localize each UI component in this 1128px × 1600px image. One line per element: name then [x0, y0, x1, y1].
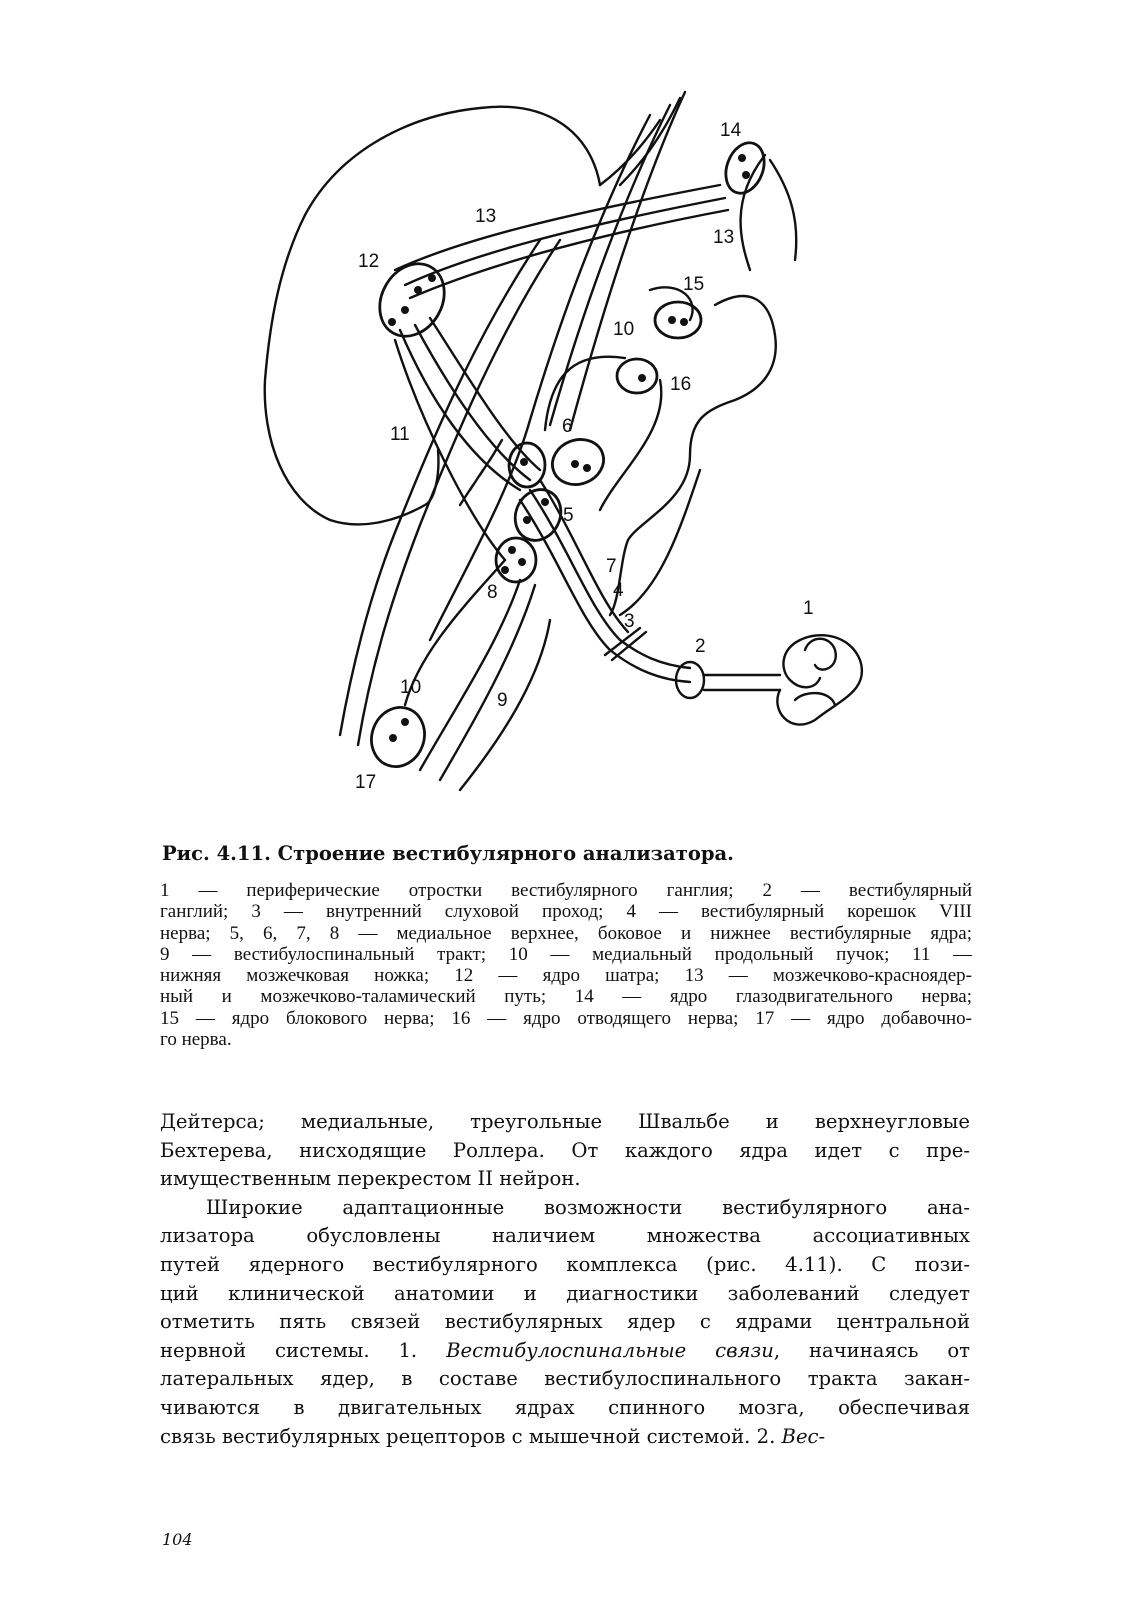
body-text	[160, 1108, 970, 1451]
body-line: связь вестибулярных рецепторов с мышечной системой. 2. Вес-	[160, 1424, 826, 1448]
nucleus-8	[496, 538, 536, 582]
labyrinth	[777, 635, 862, 724]
legend-line: 1 — периферические отростки вестибулярного ганглия; 2 — вестибулярный	[160, 880, 972, 901]
label-5: 5	[563, 505, 574, 526]
legend-line: нерва; 5, 6, 7, 8 — медиальное верхнее, боковое и нижнее вестибулярные ядра;	[160, 922, 972, 944]
nucleus-16	[617, 359, 657, 393]
label-4: 4	[613, 580, 624, 601]
body-line: отметить пять связей вестибулярных ядер с ядрами центральной	[160, 1310, 970, 1334]
body-line: путей ядерного вестибулярного комплекса (рис. 4.11). С пози-	[160, 1252, 970, 1276]
nucleus-12	[367, 252, 457, 348]
label-14: 14	[720, 120, 742, 141]
legend-line: нижняя мозжечковая ножка; 12 — ядро шатра; 13 — мозжечково-красноядер-	[160, 965, 972, 987]
legend-line: ганглий; 3 — внутренний слуховой проход; 4 — вестибулярный корешок VIII	[160, 901, 972, 923]
italic-term: Вестибулоспинальные связи	[446, 1338, 774, 1362]
label-3: 3	[624, 611, 635, 632]
tract-13	[395, 185, 720, 270]
nucleus-17	[363, 700, 432, 774]
body-line: Дейтерса; медиальные, треугольные Швальбе и верхнеугловые	[160, 1110, 970, 1133]
label-2: 2	[695, 636, 706, 657]
nucleus-15	[655, 302, 701, 338]
body-line: латеральных ядер, в составе вестибулоспинального тракта закан-	[160, 1367, 970, 1391]
body-line: чиваются в двигательных ядрах спинного мозга, обеспечивая	[160, 1395, 970, 1419]
label-13-right: 13	[713, 227, 735, 248]
label-15: 15	[683, 274, 705, 295]
label-6: 6	[562, 416, 573, 437]
body-line: Бехтерева, нисходящие Роллера. От каждого ядра идет с пре-	[160, 1138, 970, 1162]
figure-caption-title: Рис. 4.11. Строение вестибулярного анализатора.	[162, 842, 734, 865]
page-number: 104	[162, 1530, 193, 1549]
legend-line: 9 — вестибулоспинальный тракт; 10 — медиальный продольный пучок; 11 —	[160, 943, 972, 965]
label-7: 7	[606, 556, 617, 577]
cerebellum-outline	[265, 107, 600, 525]
body-line: Широкие адаптационные возможности вестибулярного ана-	[206, 1195, 970, 1219]
legend-line: го нерва.	[160, 1029, 232, 1051]
body-line: нервной системы. 1. Вестибулоспинальные связи, начинаясь от	[160, 1338, 970, 1362]
label-8: 8	[487, 582, 498, 603]
label-13-left: 13	[475, 206, 497, 227]
brainstem-outline	[610, 296, 776, 615]
body-line: имущественным перекрестом II нейрон.	[160, 1167, 581, 1191]
italic-term: Вес-	[781, 1424, 826, 1448]
body-line: ций клинической анатомии и диагностики заболеваний следует	[160, 1281, 970, 1305]
label-1: 1	[803, 598, 814, 619]
label-10-upper: 10	[613, 319, 635, 340]
label-16: 16	[670, 374, 692, 395]
label-12: 12	[358, 251, 380, 272]
label-10-lower: 10	[400, 677, 422, 698]
figure-legend	[160, 880, 972, 1050]
label-9: 9	[497, 690, 508, 711]
body-line: лизатора обусловлены наличием множества ассоциативных	[160, 1224, 970, 1248]
label-17: 17	[355, 772, 377, 793]
legend-line: 15 — ядро блокового нерва; 16 — ядро отводящего нерва; 17 — ядро добавочно-	[160, 1007, 972, 1029]
legend-line: ный и мозжечково-таламический путь; 14 — ядро глазодвигательного нерва;	[160, 986, 972, 1008]
figure-drawing	[230, 70, 910, 840]
label-11: 11	[390, 424, 410, 445]
vestibular-analyzer-figure	[230, 70, 910, 840]
